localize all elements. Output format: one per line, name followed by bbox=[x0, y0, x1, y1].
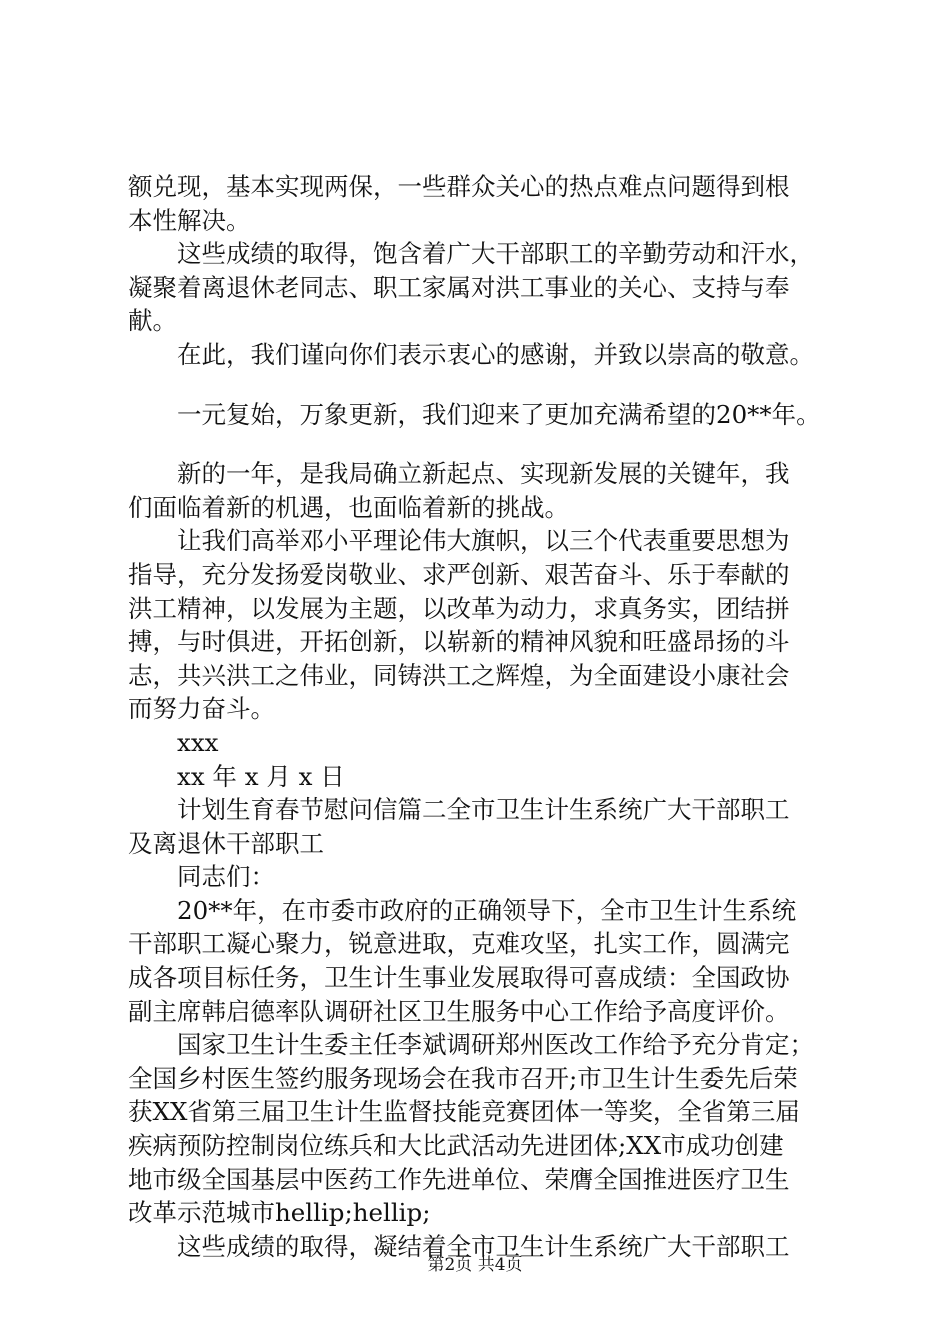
text-line: 成各项目标任务，卫生计生事业发展取得可喜成绩：全国政协 bbox=[128, 963, 790, 993]
text-line: 而努力奋斗。 bbox=[128, 694, 275, 724]
page-number-footer: 第2页 共4页 bbox=[427, 1255, 523, 1275]
text-line: 新的一年，是我局确立新起点、实现新发展的关键年，我 bbox=[128, 459, 790, 489]
text-line: 改革示范城市hellip;hellip; bbox=[128, 1198, 431, 1228]
section-heading: 计划生育春节慰问信篇二全市卫生计生系统广大干部职工 bbox=[128, 795, 790, 825]
text-line: 搏，与时俱进，开拓创新，以崭新的精神风貌和旺盛昂扬的斗 bbox=[128, 627, 790, 657]
signature-date: xx 年 x 月 x 日 bbox=[128, 761, 345, 791]
text-line: 副主席韩启德率队调研社区卫生服务中心工作给予高度评价。 bbox=[128, 996, 790, 1026]
text-line: 志，共兴洪工之伟业，同铸洪工之辉煌，为全面建设小康社会 bbox=[128, 660, 790, 690]
text-line: 凝聚着离退休老同志、职工家属对洪工事业的关心、支持与奉 bbox=[128, 272, 790, 302]
signature-name: xxx bbox=[128, 727, 219, 757]
text-line: 让我们高举邓小平理论伟大旗帜，以三个代表重要思想为 bbox=[128, 526, 790, 556]
text-line: 本性解决。 bbox=[128, 205, 251, 235]
text-line: 额兑现，基本实现两保，一些群众关心的热点难点问题得到根 bbox=[128, 172, 790, 201]
text-line: 地市级全国基层中医药工作先进单位、荣膺全国推进医疗卫生 bbox=[128, 1164, 790, 1194]
document-body bbox=[128, 170, 828, 1263]
text-line: 指导，充分发扬爱岗敬业、求严创新、艰苦奋斗、乐于奉献的 bbox=[128, 559, 790, 589]
salutation: 同志们： bbox=[128, 862, 275, 892]
text-line: 20**年，在市委市政府的正确领导下，全市卫生计生系统 bbox=[128, 895, 797, 925]
text-line: 洪工精神，以发展为主题，以改革为动力，求真务实，团结拼 bbox=[128, 593, 790, 623]
text-line: 疾病预防控制岗位练兵和大比武活动先进团体;XX市成功创建 bbox=[128, 1131, 784, 1161]
text-line: 一元复始，万象更新，我们迎来了更加充满希望的20**年。 bbox=[128, 399, 821, 429]
text-line: 干部职工凝心聚力，锐意进取，克难攻坚，扎实工作，圆满完 bbox=[128, 929, 790, 959]
text-line: 这些成绩的取得，凝结着全市卫生计生系统广大干部职工 bbox=[128, 1231, 790, 1261]
text-line: 全国乡村医生签约服务现场会在我市召开;市卫生计生委先后荣 bbox=[128, 1063, 798, 1093]
text-line: 国家卫生计生委主任李斌调研郑州医改工作给予充分肯定； bbox=[128, 1030, 814, 1060]
text-line: 献。 bbox=[128, 306, 177, 336]
text-line: 获XX省第三届卫生计生监督技能竞赛团体一等奖，全省第三届 bbox=[128, 1097, 800, 1127]
section-heading: 及离退休干部职工 bbox=[128, 828, 324, 858]
text-line: 们面临着新的机遇，也面临着新的挑战。 bbox=[128, 492, 569, 522]
text-line: 在此，我们谨向你们表示衷心的感谢，并致以崇高的敬意。 bbox=[128, 339, 814, 369]
text-line: 这些成绩的取得，饱含着广大干部职工的辛勤劳动和汗水， bbox=[128, 239, 814, 269]
